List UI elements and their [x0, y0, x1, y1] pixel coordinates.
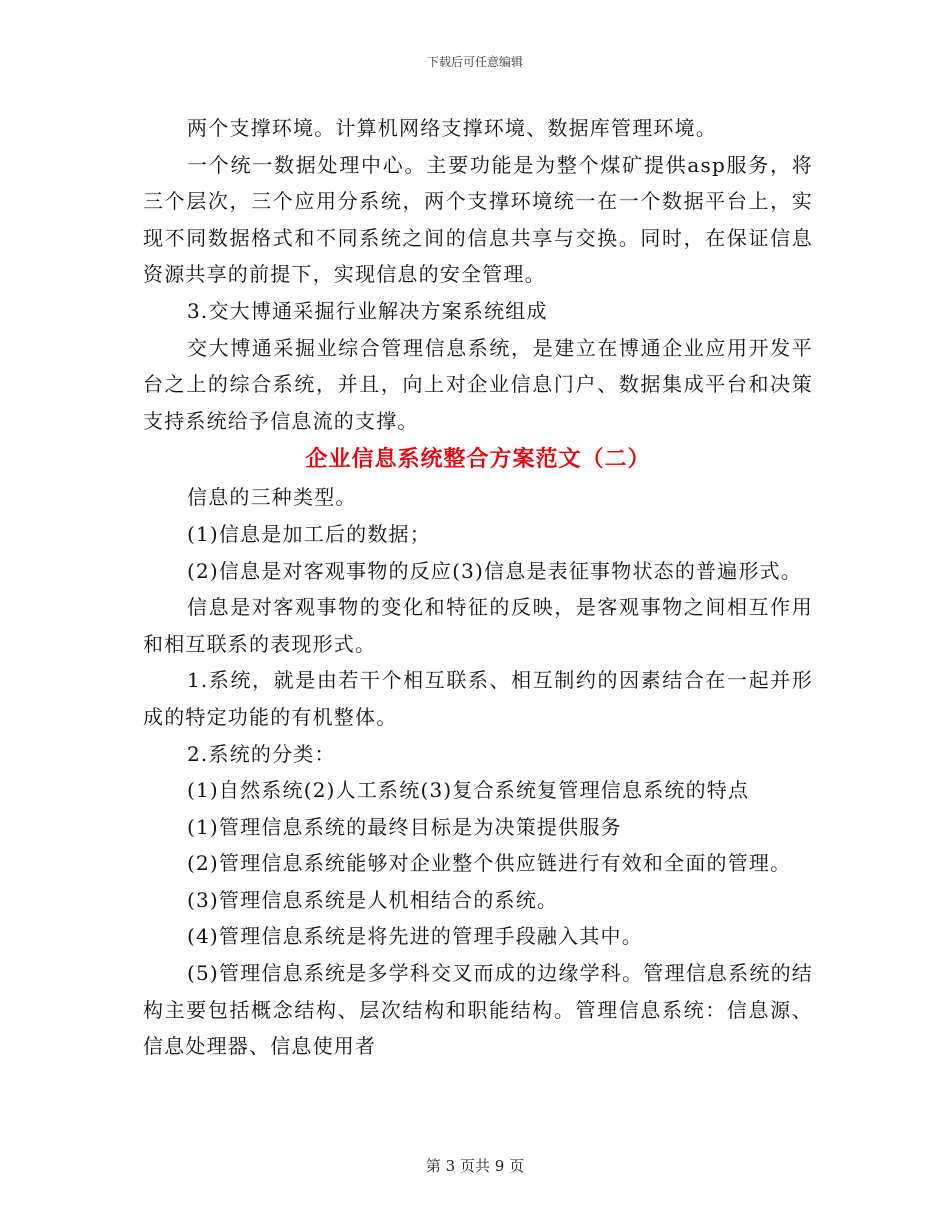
paragraph-mining-mis: 交大博通采掘业综合管理信息系统，是建立在博通企业应用开发平台之上的综合系统，并且，向上对企业信息门户、数据集成平台和决策支持系统给予信息流的支撑。 [143, 335, 813, 433]
paragraph-mis-feature-4: (4)管理信息系统是将先进的管理手段融入其中。 [187, 924, 643, 949]
page-number: 第 3 页共 9 页 [425, 1157, 525, 1175]
paragraph-system-classification: 2.系统的分类： [187, 741, 336, 766]
paragraph-info-type-2-3: (2)信息是对客观事物的反应(3)信息是表征事物状态的普遍形式。 [187, 558, 803, 583]
paragraph-system-definition: 1.系统，就是由若干个相互联系、相互制约的因素结合在一起并形成的特定功能的有机整体。 [143, 668, 813, 729]
paragraph-info-types: 信息的三种类型。 [187, 485, 357, 510]
paragraph-system-composition-heading: 3.交大博通采掘行业解决方案系统组成 [187, 298, 548, 323]
paragraph-info-type-1: (1)信息是加工后的数据； [187, 521, 431, 546]
page-header: 下载后可任意编辑 [426, 55, 523, 69]
paragraph-data-center: 一个统一数据处理中心。主要功能是为整个煤矿提供asp服务，将三个层次，三个应用分系统，两个支撑环境统一在一个数据平台上，实现不同数据格式和不同系统之间的信息共享与交换。同时，在保证信息资源共享的前提下，实现信息的安全管理。 [143, 152, 813, 287]
paragraph-mis-feature-1: (1)管理信息系统的最终目标是为决策提供服务 [187, 814, 622, 839]
document-body [143, 110, 813, 1065]
paragraph-mis-feature-2: (2)管理信息系统能够对企业整个供应链进行有效和全面的管理。 [187, 851, 792, 876]
paragraph-system-kinds: (1)自然系统(2)人工系统(3)复合系统复管理信息系统的特点 [187, 778, 750, 803]
paragraph-mis-feature-5: (5)管理信息系统是多学科交叉而成的边缘学科。管理信息系统的结构主要包括概念结构、层次结构和职能结构。管理信息系统：信息源、信息处理器、信息使用者 [143, 961, 813, 1059]
paragraph-support-env: 两个支撑环境。计算机网络支撑环境、数据库管理环境。 [187, 116, 717, 140]
section-title: 企业信息系统整合方案范文（二） [305, 446, 651, 473]
paragraph-mis-feature-3: (3)管理信息系统是人机相结合的系统。 [187, 887, 559, 912]
paragraph-info-definition: 信息是对客观事物的变化和特征的反映，是客观事物之间相互作用和相互联系的表现形式。 [143, 595, 813, 656]
